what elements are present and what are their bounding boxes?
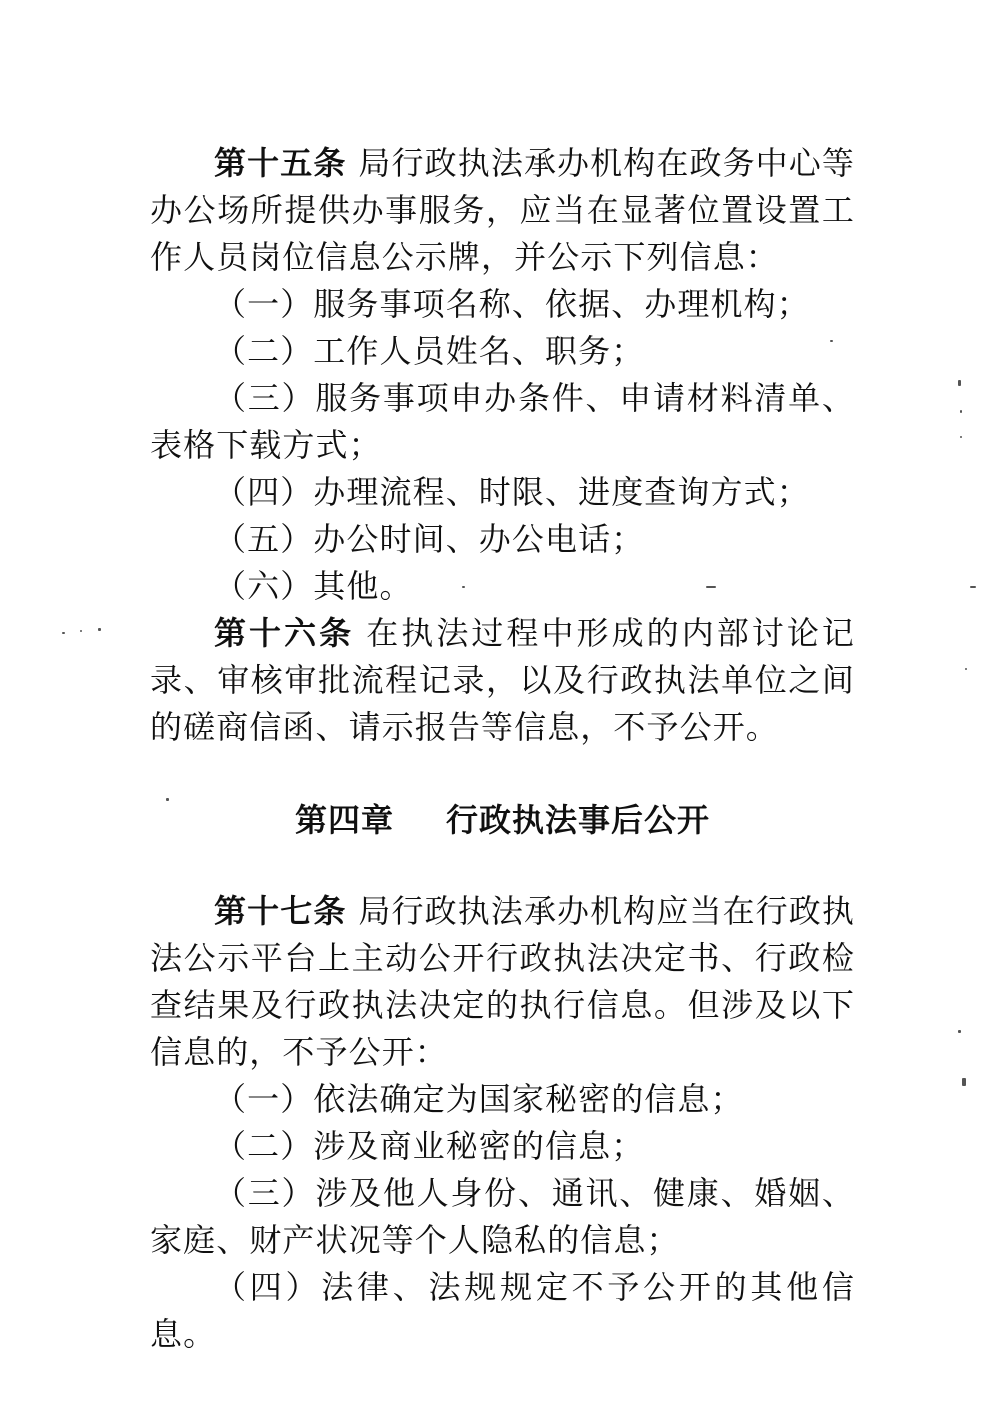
chapter-heading [150, 797, 855, 844]
article-15-item-2: （二）工作人员姓名、职务； [214, 332, 645, 370]
scan-speck [462, 586, 465, 588]
scan-speck [960, 410, 962, 413]
scan-speck [965, 668, 967, 670]
scan-speck [830, 340, 833, 342]
article-16-number: 第十六条 [214, 614, 355, 652]
article-17-item-2: （二）涉及商业秘密的信息； [214, 1127, 645, 1165]
article-15-item-6: （六）其他。 [214, 567, 413, 605]
chapter-number: 第四章 [294, 801, 394, 839]
article-16-paragraph [150, 610, 855, 751]
article-15-paragraph [150, 140, 855, 281]
article-15-item-3: （三）服务事项申办条件、申请材料清单、表格下载方式； [150, 379, 855, 464]
article-17-item-4: （四）法律、法规规定不予公开的其他信息。 [150, 1268, 855, 1353]
article-15-number: 第十五条 [214, 144, 347, 182]
scan-speck [98, 628, 101, 631]
chapter-title: 行政执法事后公开 [446, 801, 711, 839]
scan-speck [970, 586, 976, 588]
article-17-number: 第十七条 [214, 892, 347, 930]
article-17-text: 局行政执法承办机构应当在行政执法公示平台上主动公开行政执法决定书、行政检查结果及行政执法决定的执行信息。但涉及以下信息的，不予公开： [150, 892, 855, 1071]
article-15-item-5: （五）办公时间、办公电话； [214, 520, 645, 558]
article-17-paragraph [150, 888, 855, 1076]
article-16-text: 在执法过程中形成的内部讨论记录、审核审批流程记录，以及行政执法单位之间的磋商信函、请示报告等信息，不予公开。 [150, 614, 855, 746]
article-17-item-3: （三）涉及他人身份、通讯、健康、婚姻、家庭、财产状况等个人隐私的信息； [150, 1174, 855, 1259]
article-15-item-1: （一）服务事项名称、依据、办理机构； [214, 285, 810, 323]
document-body [150, 140, 855, 1358]
scan-speck [962, 1078, 966, 1086]
scan-speck [166, 798, 169, 801]
article-15-text: 局行政执法承办机构在政务中心等办公场所提供办事服务，应当在显著位置设置工作人员岗位信息公示牌，并公示下列信息： [150, 144, 855, 276]
scan-speck [62, 632, 65, 634]
scan-speck [958, 1030, 961, 1033]
article-15-item-4: （四）办理流程、时限、进度查询方式； [214, 473, 810, 511]
scan-speck [80, 630, 82, 632]
scan-speck [958, 380, 961, 386]
scan-speck [706, 586, 716, 588]
scan-speck [960, 436, 962, 438]
article-17-item-1: （一）依法确定为国家秘密的信息； [214, 1080, 744, 1118]
